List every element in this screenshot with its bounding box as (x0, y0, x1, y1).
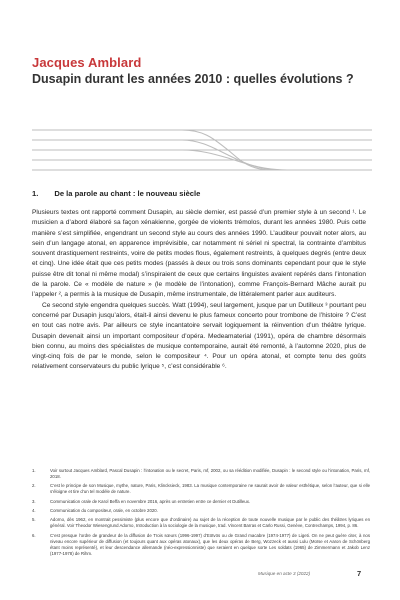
footnote-number: 3. (32, 498, 36, 504)
journal-reference: Musique en acte 3 (2022) (258, 571, 311, 576)
footnote-number: 2. (32, 483, 36, 489)
article-title: Dusapin durant les années 2010 : quelles évolutions ? (32, 72, 354, 86)
footnotes (32, 468, 370, 560)
footnote-text: Voir surtout Jacques Amblard, Pascal Dusapin : l’intonation ou le secret, Paris, mf, 2002, ou sa réédition modifiée, Dusapin : le second style ou l’intonation, Paris, mf, 2018. (50, 468, 370, 480)
footnote-number: 4. (32, 508, 36, 514)
page-number: 7 (357, 569, 362, 578)
section-heading (32, 189, 372, 198)
footnote-text: Communication orale de Karol Beffa en novembre 2016, après un entretien entre ce dernier et Dutilleux. (50, 498, 251, 504)
footnote-number: 5. (32, 517, 36, 523)
section-title: De la parole au chant : le nouveau siècle (54, 189, 201, 198)
footnote-text: C’est le principe de son Musique, mythe, nature, Paris, Klincksieck, 1983. La musique contemporaine ne saurait avoir de valeur esthétique, selon l’auteur, que si elle s’éloigne et tire d’un tel modèle de nature. (50, 483, 370, 495)
footnote-text: C’est presque l’ordre de grandeur de la diffusion de Trois sœurs (1996-1997) d’Eötvös ou de Grand macabre (1974-1977) de Ligeti. On ne peut guère citer, à nos niveau encore supérieur de diffusion (et toujours quant aux opéras atonaux), que les deux opéras de Berg, Wozzeck et aussi Lulu (Moïse et Aaron de Schönberg étant moins représenté), et leur descendance allemande (néo-expressionniste) que seraient en quelque sorte Les soldats (1965) de Zimmermann et Jakob Lenz (1977-1978) de Rihm. (50, 532, 370, 556)
paragraph: Ce second style engendra quelques succès. Watt (1994), seul largement, jusque par un Dutilleux ³ pourtant peu concerné par Dusapin jusqu’alors, était-il ainsi devenu le plus fameux concerto pour trombone de l’histoire ? C’est en tout cas notre avis. Par ailleurs ce style incantatoire servait logiquement la réinvention d’un théâtre lyrique. Dusapin devenait ainsi un important compositeur d’opéra. Medeamaterial (1991), opéra de chambre désormais bien connu, au moins des spécialistes de musique contemporaine, aurait été remonté, à l’automne 2020, plus de vingt-cinq fois de par le monde, selon le compositeur ⁴. Pour un opéra atonal, et compte tenu des goûts relativement conservateurs du public lyrique ⁵, c’est considérable ⁶. (32, 301, 366, 371)
footnote-number: 1. (32, 468, 36, 473)
footnote (32, 508, 370, 514)
body-text (32, 208, 366, 373)
footnote (32, 517, 370, 529)
author-name: Jacques Amblard (32, 55, 142, 70)
section-number: 1. (32, 189, 39, 198)
footnote (32, 499, 370, 505)
footnote (32, 533, 370, 557)
footnote-text: Adorno, dès 1962, en montrait pessimiste (plus encore que d’ordinaire) au sujet de la réception de toute nouvelle musique par le public des théâtres lyriques en général. Voir Theodor Wiesengrund Adorno, Introduction à la sociologie de la musique, trad. Vincent Barras et Carlo Russi, Genève, Contrechamps, 1994, p. 86. (50, 517, 370, 529)
footnote (32, 468, 370, 480)
footnote-number: 6. (32, 532, 36, 538)
music-staff-illustration (32, 128, 372, 174)
footnote (32, 483, 370, 495)
paragraph: Plusieurs textes ont rapporté comment Dusapin, au siècle dernier, est passé d’un premier style à un second ¹. Le musicien a d’abord élaboré sa façon xénakienne, gorgée de violents trémolos, durant les années 1980. Puis cette manière s’est simplifiée, engendrant un second style au cours des années 1990. L’auditeur pouvait noter alors, au sein d’un langage atonal, en apparence imprévisible, car notamment ni sériel ni spectral, la contrainte d’ambitus souvent drastiquement restreints, voire de petits modes flous, également restreints, à quelques degrés (entre deux et cinq). Une idée était que ces petits modes (passés à deux ou trois sons dominants cependant pour que le style puisse être dit tonal ni même modal) s’inspiraient de ceux que certains linguistes avaient repérés dans l’intonation de la parole. Ce « modèle de nature » (le modèle de l’intonation), comme François-Bernard Mâche aurait pu l’appeler ², a permis à la musique de Dusapin, même instrumentale, de littéralement parler aux auditeurs. (32, 209, 366, 299)
footnote-text: Communication du compositeur, orale, en octobre 2020. (50, 508, 158, 514)
